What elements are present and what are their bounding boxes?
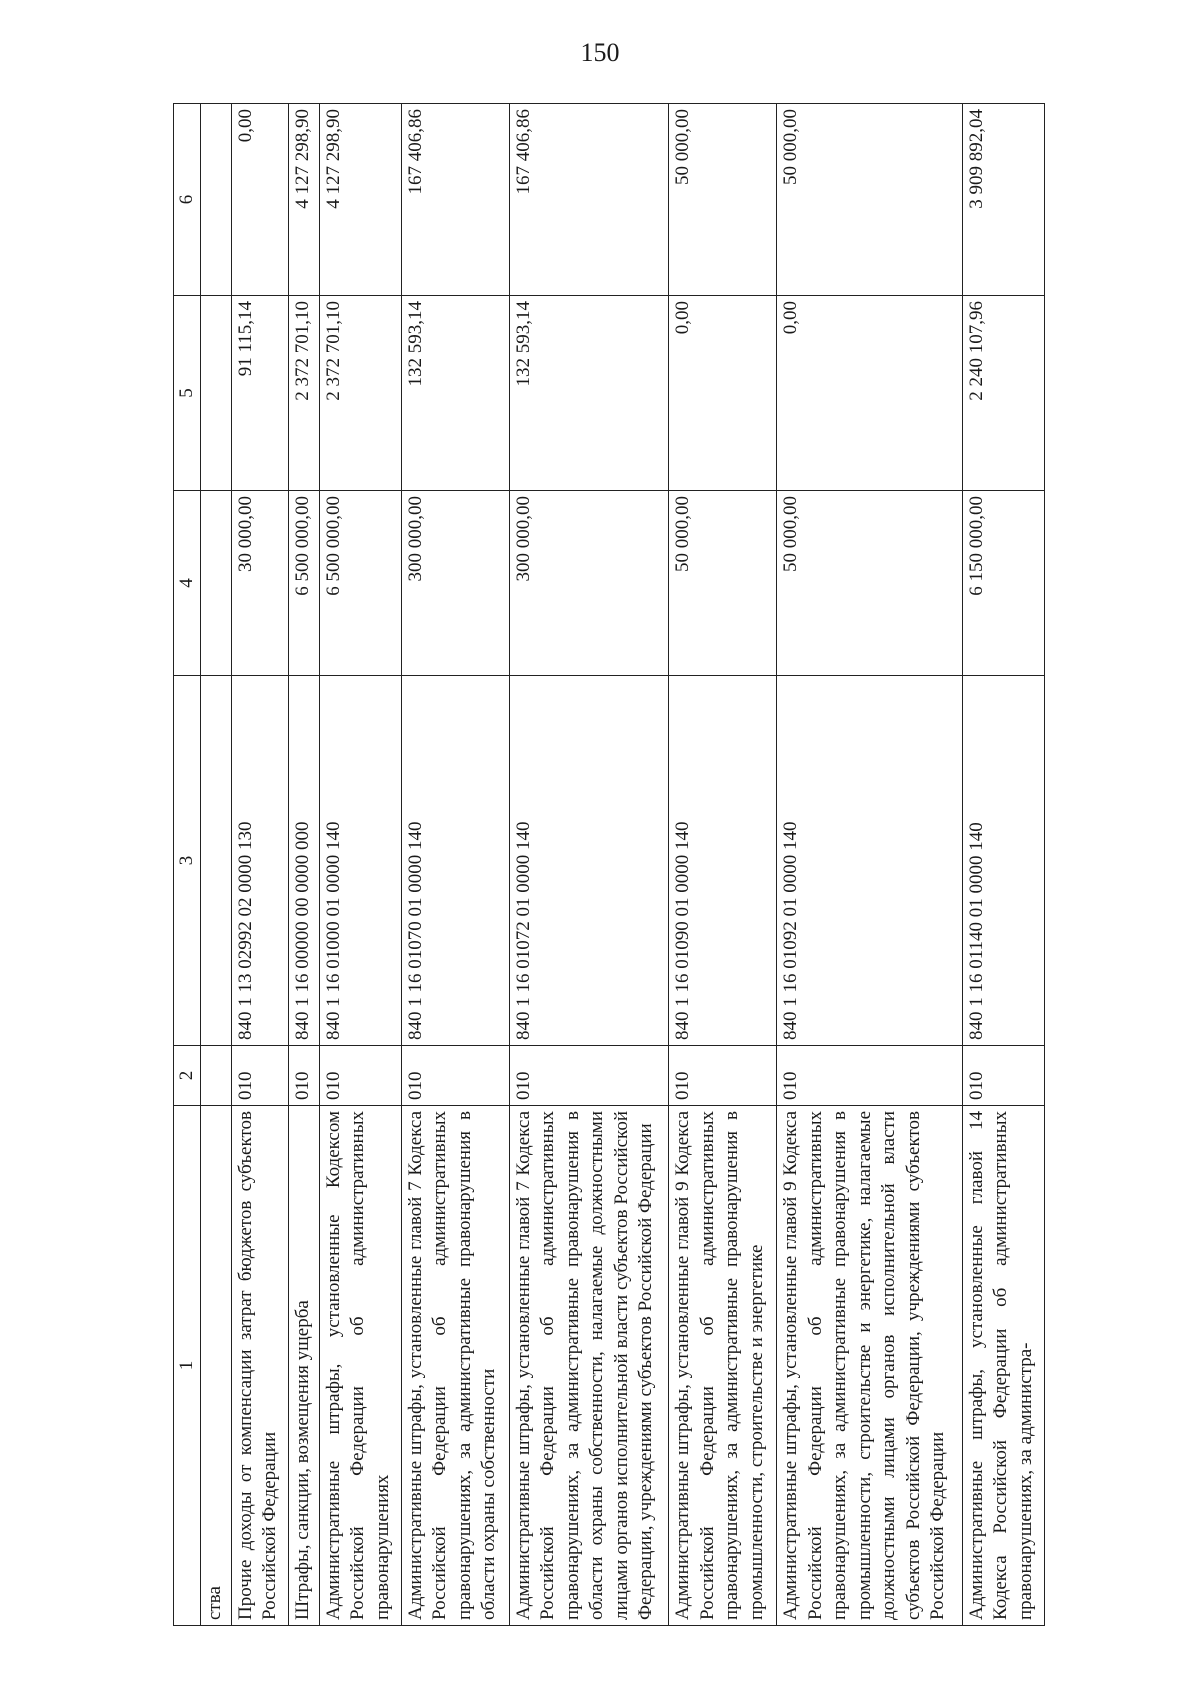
row-value-6: 50 000,00: [669, 104, 777, 296]
row-value-5: 2 240 107,96: [962, 296, 1044, 491]
row-value-4: 6 500 000,00: [319, 491, 401, 676]
table-row: [777, 104, 962, 1626]
empty-cell: [201, 1046, 232, 1106]
row-col2: 010: [669, 1046, 777, 1106]
row-name: Прочие доходы от компенсации затрат бюджетов субъектов Российской Федерации: [231, 1106, 288, 1626]
row-value-4: 300 000,00: [401, 491, 509, 676]
row-value-6: 4 127 298,90: [319, 104, 401, 296]
row-name: Административные штрафы, установленные главой 7 Кодекса Российской Федерации об административных правонарушениях, за административные правонарушения в области охраны собственности, налагаемые должностными лицами органов исполнительной власти субъектов Российской Федерации, учреждениями субъектов Российской Федерации: [509, 1106, 668, 1626]
row-name: Административные штрафы, установленные Кодексом Российской Федерации об административных правонарушениях: [319, 1106, 401, 1626]
row-value-6: 0,00: [231, 104, 288, 296]
row-value-4: 50 000,00: [777, 491, 962, 676]
row-value-6: 50 000,00: [777, 104, 962, 296]
header-col-4: 4: [174, 491, 201, 676]
row-col2: 010: [962, 1046, 1044, 1106]
row-name: Административные штрафы, установленные главой 9 Кодекса Российской Федерации об административных правонарушениях, за административные правонарушения в промышленности, строительстве и энергетике, налагаемые должностными лицами органов исполнительной власти субъектов Российской Федерации, учреждениями субъектов Российской Федерации: [777, 1106, 962, 1626]
table-row: [231, 104, 288, 1626]
row-value-4: 6 150 000,00: [962, 491, 1044, 676]
continuation-text: ства: [201, 1106, 232, 1626]
rotated-table-container: [173, 104, 1045, 1626]
row-col2: 010: [777, 1046, 962, 1106]
row-col2: 010: [401, 1046, 509, 1106]
header-col-2: 2: [174, 1046, 201, 1106]
row-code: 840 1 16 01090 01 0000 140: [669, 676, 777, 1046]
row-name: Административные штрафы, установленные главой 7 Кодекса Российской Федерации об административных правонарушениях, за административные правонарушения в области охраны собственности: [401, 1106, 509, 1626]
row-code: 840 1 16 01092 01 0000 140: [777, 676, 962, 1046]
table-row: [319, 104, 401, 1626]
header-col-6: 6: [174, 104, 201, 296]
table-row: [962, 104, 1044, 1626]
row-code: 840 1 16 01070 01 0000 140: [401, 676, 509, 1046]
row-value-6: 167 406,86: [401, 104, 509, 296]
row-value-4: 6 500 000,00: [288, 491, 319, 676]
table-row: [509, 104, 668, 1626]
row-name: Административные штрафы, установленные главой 9 Кодекса Российской Федерации об административных правонарушениях, за административные правонарушения в промышленности, строительстве и энергетике: [669, 1106, 777, 1626]
row-value-4: 300 000,00: [509, 491, 668, 676]
table-row: [401, 104, 509, 1626]
row-value-6: 4 127 298,90: [288, 104, 319, 296]
row-name: Административные штрафы, установленные главой 14 Кодекса Российской Федерации об административных правонарушениях, за администра-: [962, 1106, 1044, 1626]
table-row: [288, 104, 319, 1626]
row-value-5: 2 372 701,10: [319, 296, 401, 491]
row-code: 840 1 16 01072 01 0000 140: [509, 676, 668, 1046]
table-row: [669, 104, 777, 1626]
row-value-4: 30 000,00: [231, 491, 288, 676]
row-value-5: 132 593,14: [509, 296, 668, 491]
row-value-4: 50 000,00: [669, 491, 777, 676]
row-value-6: 3 909 892,04: [962, 104, 1044, 296]
row-code: 840 1 16 01000 01 0000 140: [319, 676, 401, 1046]
row-value-6: 167 406,86: [509, 104, 668, 296]
row-code: 840 1 16 00000 00 0000 000: [288, 676, 319, 1046]
header-col-5: 5: [174, 296, 201, 491]
row-col2: 010: [319, 1046, 401, 1106]
table-header-row: [174, 104, 201, 1626]
row-code: 840 1 16 01140 01 0000 140: [962, 676, 1044, 1046]
row-code: 840 1 13 02992 02 0000 130: [231, 676, 288, 1046]
empty-cell: [201, 491, 232, 676]
row-value-5: 91 115,14: [231, 296, 288, 491]
empty-cell: [201, 676, 232, 1046]
row-value-5: 2 372 701,10: [288, 296, 319, 491]
row-col2: 010: [288, 1046, 319, 1106]
row-col2: 010: [509, 1046, 668, 1106]
header-col-1: 1: [174, 1106, 201, 1626]
table-row-continuation: [201, 104, 232, 1626]
revenue-table: [173, 103, 1045, 1626]
row-col2: 010: [231, 1046, 288, 1106]
row-value-5: 0,00: [777, 296, 962, 491]
row-value-5: 132 593,14: [401, 296, 509, 491]
header-col-3: 3: [174, 676, 201, 1046]
row-name: Штрафы, санкции, возмещения ущерба: [288, 1106, 319, 1626]
empty-cell: [201, 104, 232, 296]
row-value-5: 0,00: [669, 296, 777, 491]
empty-cell: [201, 296, 232, 491]
page-number: 150: [580, 38, 620, 67]
